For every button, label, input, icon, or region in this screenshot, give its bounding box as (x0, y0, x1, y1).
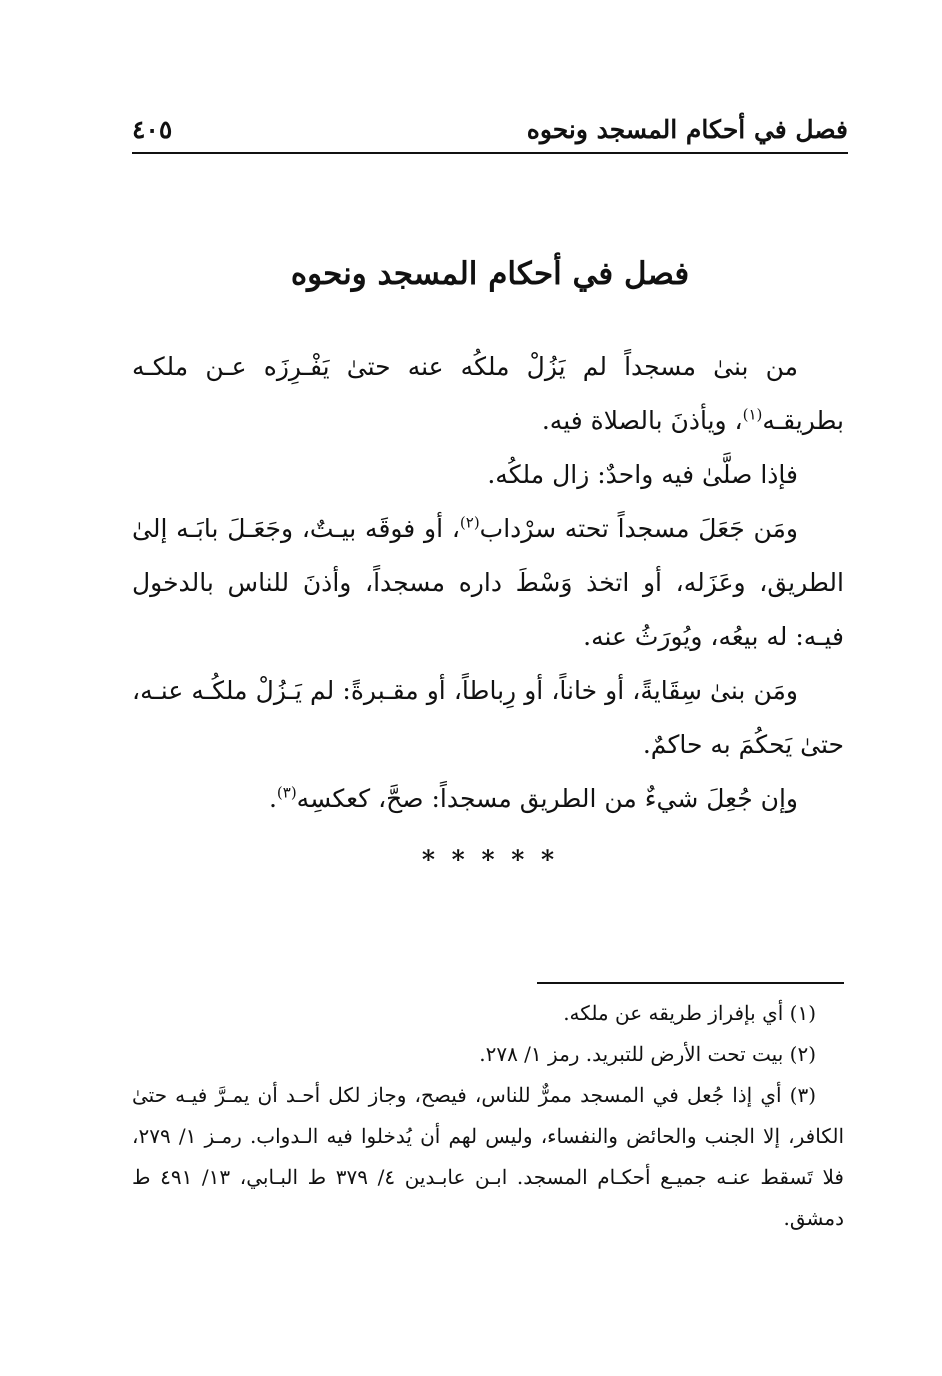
running-header (132, 104, 848, 150)
paragraph-text: ومَن جَعَلَ مسجداً تحته سرْداب (479, 514, 798, 543)
footnote: (١) أي بإفراز طريقه عن ملكه. (563, 1001, 816, 1025)
header-rule (132, 152, 848, 154)
footnote-marker: (٣) (276, 783, 297, 802)
paragraph-tail: ، ويأذنَ بالصلاة فيه. (541, 406, 743, 435)
section-separator: * * * * * (421, 845, 559, 874)
footnote: (٣) أي إذا جُعل في المسجد ممرٌّ للناس، فيصح، وجاز لكل أحـد أن يمـرَّ فيـه حتىٰ الكافر، إلا الجنب والحائض والنفساء، وليس لهم أن يُدخلوا فيه الـدواب. رمـز ١/ ٢٧٩، فلا تَسقط عنـه جميـع أحكـام المسجد. ابـن عابـدين ٤/ ٣٧٩ ط البـابي، ١٣/ ٤٩١ ط دمشق. (132, 1083, 844, 1230)
body-text (132, 340, 844, 826)
footnote-rule (537, 982, 844, 984)
paragraph (132, 772, 844, 826)
paragraph (132, 340, 844, 448)
paragraph-text: من بنىٰ مسجداً لم يَزُلْ ملكُه عنه حتىٰ يَفْـرِزَه عـن ملكـه بطريقـه (132, 352, 844, 435)
page-number: ٤٠٥ (132, 115, 173, 144)
footnotes (132, 993, 844, 1239)
paragraph-text: ومَن بنىٰ سِقَايةً، أو خاناً، أو رِباطاً، أو مقـبرةً: لم يَـزُلْ ملكُـه عنـه، حتىٰ يَحكُمَ به حاكمٌ. (132, 676, 844, 759)
paragraph (132, 448, 844, 502)
running-title: فصل في أحكام المسجد ونحوه (526, 115, 848, 144)
paragraph-text: وإن جُعِلَ شيءٌ من الطريق مسجداً: صحَّ، كعكسِه (296, 784, 798, 813)
paragraph-tail: . (268, 784, 277, 813)
footnote: (٢) بيت تحت الأرض للتبريد. رمز ١/ ٢٧٨. (479, 1042, 816, 1066)
footnote-marker: (١) (742, 405, 763, 424)
paragraph (132, 664, 844, 772)
paragraph-tail: ، أو فوقَه بيـتٌ، وجَعَـلَ بابَـه إلىٰ الطريق، وعَزَله، أو اتخذ وَسْطَ داره مسجداً، وأذنَ للناس بالدخول فيـه: له بيعُه، ويُورَثُ عنه. (132, 514, 844, 651)
chapter-title: فصل في أحكام المسجد ونحوه (290, 256, 690, 292)
paragraph-text: فإذا صلَّىٰ فيه واحدٌ: زال ملكُه. (487, 460, 798, 489)
paragraph (132, 502, 844, 664)
footnote-marker: (٢) (459, 513, 480, 532)
